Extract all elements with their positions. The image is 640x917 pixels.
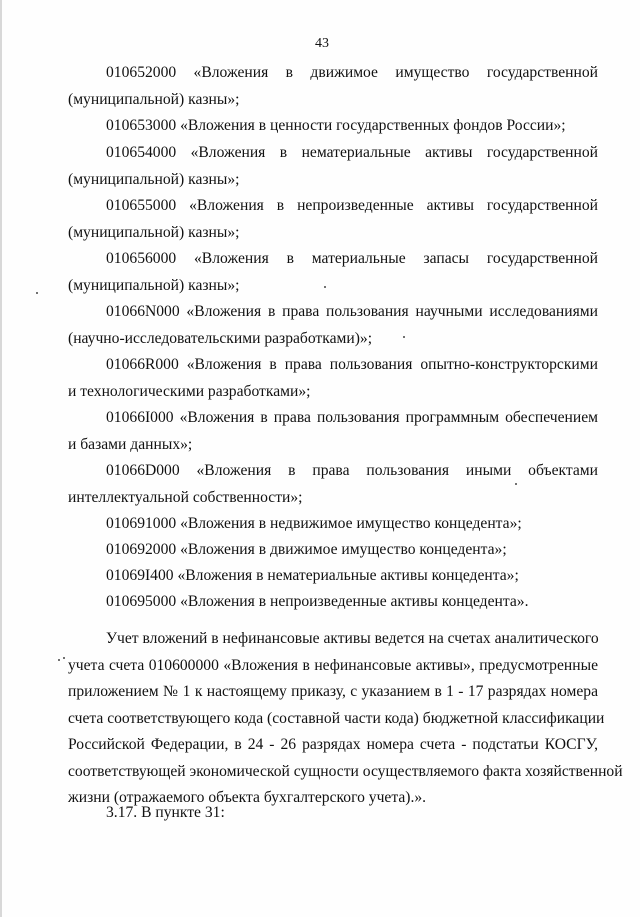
text-line: 010652000 «Вложения в движимое имущество государственной [106,64,598,81]
paragraph [68,563,598,590]
text-line: (муниципальной) казны»; [68,90,240,108]
paragraph [68,800,598,827]
scan-speck [58,659,60,661]
text-line: и базами данных»; [68,435,193,453]
text-line: Российской Федерации, в 24 - 26 разрядах номера счета - подстатьи КОСГУ, [68,736,598,753]
text-line: 01069I400 «Вложения в нематериальные активы концедента»; [106,567,519,584]
text-line: жизни (отражаемого объекта бухгалтерского учета).». [68,789,427,806]
paragraph [68,458,598,511]
text-line: (муниципальной) казны»; [68,276,240,294]
paragraph [68,113,598,140]
page-number: 43 [315,36,329,51]
scan-speck [403,336,405,338]
text-line: 010653000 «Вложения в ценности государственных фондов России»; [106,117,566,134]
text-line: 01066R000 «Вложения в права пользования опытно-конструкторскими [106,356,598,373]
text-line: и технологическими разработками»; [68,382,311,400]
paragraph [68,140,598,193]
paragraph [68,193,598,246]
paragraph [68,299,598,352]
text-line: соответствующей экономической сущности осуществляемого факта хозяйственной [68,762,623,780]
paragraph [68,352,598,405]
paragraph [68,537,598,564]
text-line: 010692000 «Вложения в движимое имущество концедента»; [106,541,507,558]
text-line: 010691000 «Вложения в недвижимое имущество концедента»; [106,515,522,532]
text-line: учета счета 010600000 «Вложения в нефинансовые активы», предусмотренные [68,656,598,674]
paragraph [68,405,598,458]
text-line: Учет вложений в нефинансовые активы ведется на счетах аналитического [106,630,599,647]
text-line: 3.17. В пункте 31: [106,804,225,821]
paragraph [68,246,598,299]
text-line: интеллектуальной собственности»; [68,488,303,506]
text-line: 01066N000 «Вложения в права пользования научными исследованиями [106,303,598,320]
paragraph [68,60,598,113]
paragraph [68,626,623,812]
text-line: 010654000 «Вложения в нематериальные активы государственной [106,144,598,161]
text-line: 01066D000 «Вложения в права пользования иными объектами [106,462,598,479]
text-line: приложением № 1 к настоящему приказу, с указанием в 1 - 17 разрядах номера [68,683,598,700]
text-line: счета соответствующего кода (составной части кода) бюджетной классификации [68,709,605,727]
scan-speck [515,483,517,485]
text-line: 01066I000 «Вложения в права пользования программным обеспечением [106,409,598,426]
text-line: (муниципальной) казны»; [68,170,240,188]
text-line: (муниципальной) казны»; [68,223,240,241]
paragraph [68,589,598,616]
text-line: 010656000 «Вложения в материальные запасы государственной [106,250,598,267]
text-line: 010695000 «Вложения в непроизведенные активы концедента». [106,593,529,610]
scan-speck [63,657,65,659]
scan-speck [324,286,326,288]
paragraph [68,511,598,538]
text-line: (научно-исследовательскими разработками)»; [68,329,373,347]
text-line: 010655000 «Вложения в непроизведенные активы государственной [106,197,598,214]
scan-speck [36,292,38,294]
